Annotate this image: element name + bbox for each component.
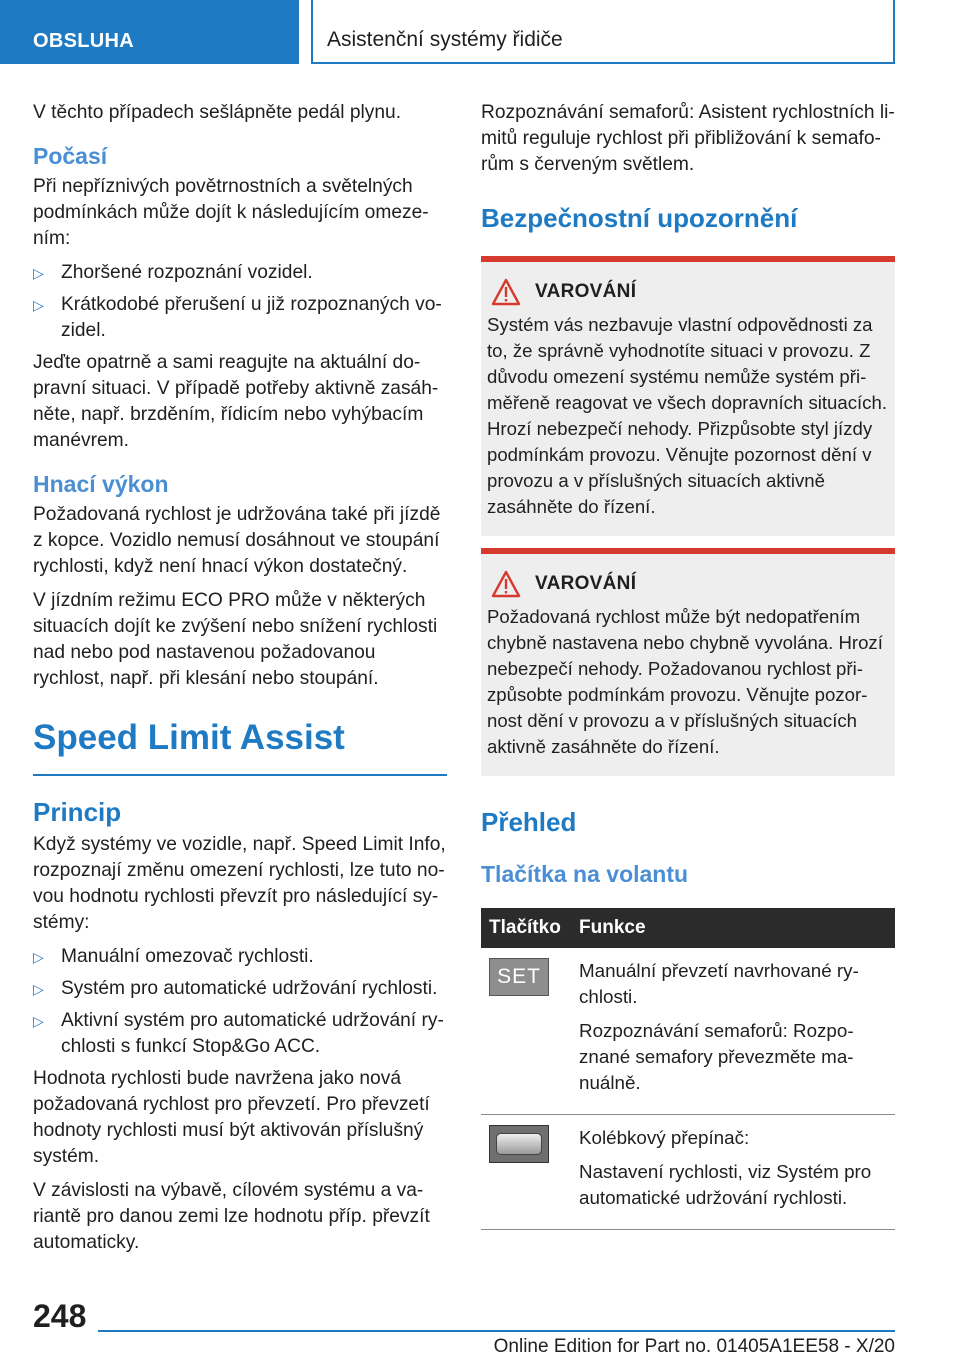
buttons-table — [481, 908, 895, 1230]
list-item: ▷ Aktivní systém pro automatické udržování rychlosti s funkcí Stop&Go ACC. — [33, 1008, 447, 1060]
table-row — [481, 948, 895, 1115]
table-cell-icon — [481, 1115, 571, 1230]
function-text: Rozpoznávání semaforů: Rozpoznané semafory převezměte manuálně. — [579, 1020, 854, 1093]
warning-text: Požadovaná rychlost může být nedopatřením chybně nastavena nebo chybně vyvolána. Hrozí nebezpečí nehody. Požadovanou rychlost přizpůsobte podmínkám provozu. Věnujte pozornost dění v provozu a v příslušných situacích aktivně zasáhněte do řízení. — [487, 606, 883, 757]
weather-paragraph: Při nepříznivých povětrnostních a světelných podmínkách může dojít k následujícím omezením: — [33, 176, 429, 249]
list-item: ▷ Manuální omezovač rychlosti. — [33, 944, 447, 970]
table-row — [481, 1115, 895, 1230]
table-header-button: Tlačítko — [481, 908, 571, 948]
footer-divider — [98, 1330, 895, 1332]
heading-weather: Počasí — [33, 143, 108, 169]
rocker-switch-icon — [489, 1125, 549, 1163]
heading-speed-limit-assist: Speed Limit Assist — [33, 716, 447, 776]
table-header-function: Funkce — [571, 908, 895, 948]
warning-title-row — [491, 278, 887, 306]
value-paragraph: Hodnota rychlosti bude navržena jako nová požadovaná rychlost pro převzetí. Pro převzetí hodnoty rychlosti musí být aktivován příslušný systém. — [33, 1068, 430, 1167]
list-item: ▷ Krátkodobé přerušení u již rozpoznaných vozidel. — [33, 292, 447, 344]
right-column — [481, 100, 895, 1230]
warning-triangle-icon — [491, 570, 521, 598]
table-header-row — [481, 908, 895, 948]
heading-overview: Přehled — [481, 807, 577, 837]
warning-title: VAROVÁNÍ — [535, 573, 637, 594]
country-paragraph: V závislosti na výbavě, cílovém systému a variantě pro danou zemi lze hodnotu příp. převzít automaticky. — [33, 1180, 430, 1253]
function-text: Manuální převzetí navrhované rychlosti. — [579, 960, 859, 1007]
warning-triangle-icon — [491, 278, 521, 306]
careful-paragraph: Jeďte opatrně a sami reagujte na aktuální dopravní situaci. V případě potřeby aktivně zasáhněte, např. brzděním, řídicím nebo vyhýbacím manévrem. — [33, 352, 439, 451]
table-cell-function — [571, 948, 895, 1115]
left-column — [33, 100, 447, 1264]
intro-paragraph: V těchto případech sešlápněte pedál plynu. — [33, 102, 402, 123]
header-chapter-label: Asistenční systémy řidiče — [327, 28, 563, 51]
list-item: ▷ Systém pro automatické udržování rychlosti. — [33, 976, 447, 1002]
power-paragraph-1: Požadovaná rychlost je udržována také při jízdě z kopce. Vozidlo nemusí dosáhnout ve stoupání rychlosti, když není hnací výkon dostatečný. — [33, 504, 441, 577]
heading-safety: Bezpečnostní upozornění — [481, 203, 798, 233]
header-section-label: OBSLUHA — [33, 30, 134, 52]
table-cell-icon — [481, 948, 571, 1115]
traffic-light-paragraph: Rozpoznávání semaforů: Asistent rychlostních limitů reguluje rychlost při přibližování k semaforům s červeným světlem. — [481, 102, 895, 175]
power-paragraph-2: V jízdním režimu ECO PRO může v některých situacích dojít ke zvýšení nebo snížení rychlosti nad nebo pod nastavenou požadovanou rychlost, např. při klesání nebo stoupání. — [33, 590, 438, 689]
warning-box-1 — [481, 256, 895, 536]
footer-edition: Online Edition for Part no. 01405A1EE58 - X/20 — [493, 1336, 895, 1357]
table-cell-function — [571, 1115, 895, 1230]
warning-title-row — [491, 570, 887, 598]
warning-title: VAROVÁNÍ — [535, 281, 637, 302]
weather-list — [33, 260, 447, 344]
heading-power: Hnací výkon — [33, 471, 169, 497]
warning-box-2 — [481, 548, 895, 776]
header-section-tab — [0, 0, 299, 64]
principle-list — [33, 944, 447, 1060]
list-item: ▷ Zhoršené rozpoznání vozidel. — [33, 260, 447, 286]
warning-text: Systém vás nezbavuje vlastní odpovědnosti za to, že správně vyhodnotíte situaci v provozu. Z důvodu omezení systému nemůže systém přiměřeně reagovat ve všech dopravních situacích. Hrozí nebezpečí nehody. Přizpůsobte styl jízdy podmínkám provozu. Věnujte pozornost dění v provozu a v příslušných situacích aktivně zasáhněte do řízení. — [487, 314, 887, 517]
set-button-icon: SET — [489, 958, 549, 996]
function-text: Nastavení rychlosti, viz Systém pro automatické udržování rychlosti. — [579, 1161, 872, 1208]
function-text: Kolébkový přepínač: — [579, 1127, 750, 1148]
header-chapter-tab — [311, 0, 895, 64]
heading-principle: Princip — [33, 797, 122, 827]
heading-steering-buttons: Tlačítka na volantu — [481, 861, 689, 887]
page-number: 248 — [33, 1298, 87, 1334]
principle-paragraph: Když systémy ve vozidle, např. Speed Limit Info, rozpoznají změnu omezení rychlosti, lze tuto novou hodnotu rychlosti převzít pro následující systémy: — [33, 834, 446, 933]
